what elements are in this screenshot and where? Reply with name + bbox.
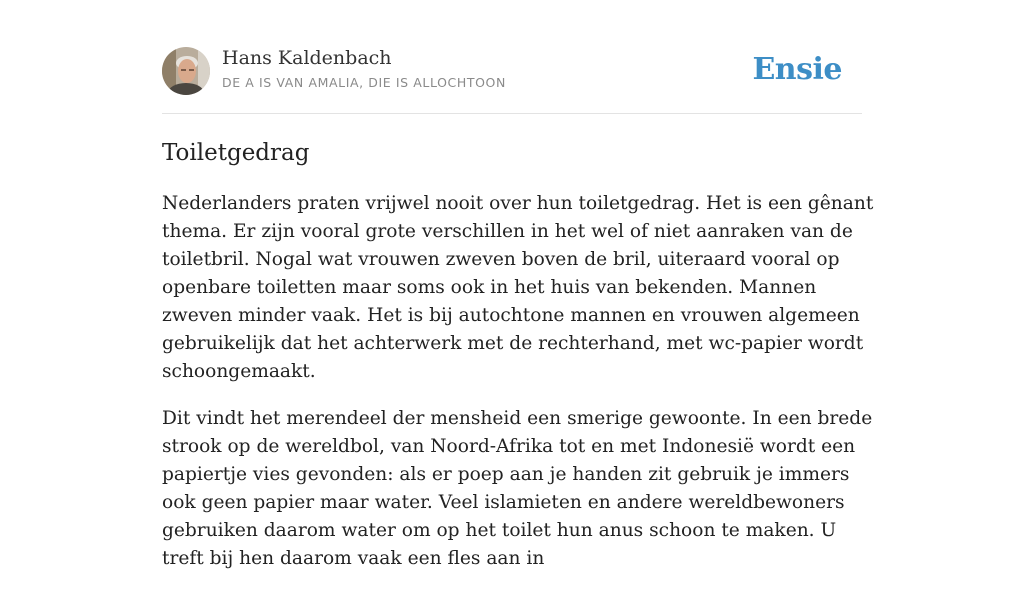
blog-title[interactable]: DE A IS VAN AMALIA, DIE IS ALLOCHTOON (222, 75, 506, 90)
header-divider (162, 113, 862, 114)
author-header (162, 46, 862, 96)
ensie-logo[interactable]: Ensie (752, 52, 842, 87)
post-body (162, 190, 874, 592)
post-title: Toiletgedrag (162, 140, 310, 166)
author-avatar[interactable] (162, 47, 210, 95)
author-name[interactable]: Hans Kaldenbach (222, 47, 392, 69)
post-paragraph: Nederlanders praten vrijwel nooit over hun toiletgedrag. Het is een gênant thema. Er zijn vooral grote verschillen in het wel of niet aanraken van de toiletbril. Nogal wat vrouwen zweven boven de bril, uiteraard vooral op openbare toiletten maar soms ook in het huis van bekenden. Mannen zweven minder vaak. Het is bij autochtone mannen en vrouwen algemeen gebruikelijk dat het achterwerk met de rechterhand, met wc-papier wordt schoongemaakt. (162, 193, 874, 382)
post-paragraph: Dit vindt het merendeel der mensheid een smerige gewoonte. In een brede strook op de wereldbol, van Noord-Afrika tot en met Indonesië wordt een papiertje vies gevonden: als er poep aan je handen zit gebruik je immers ook geen papier maar water. Veel islamieten en andere wereldbewoners gebruiken daarom water om op het toilet hun anus schoon te maken. U treft bij hen daarom vaak een fles aan in (162, 408, 873, 569)
